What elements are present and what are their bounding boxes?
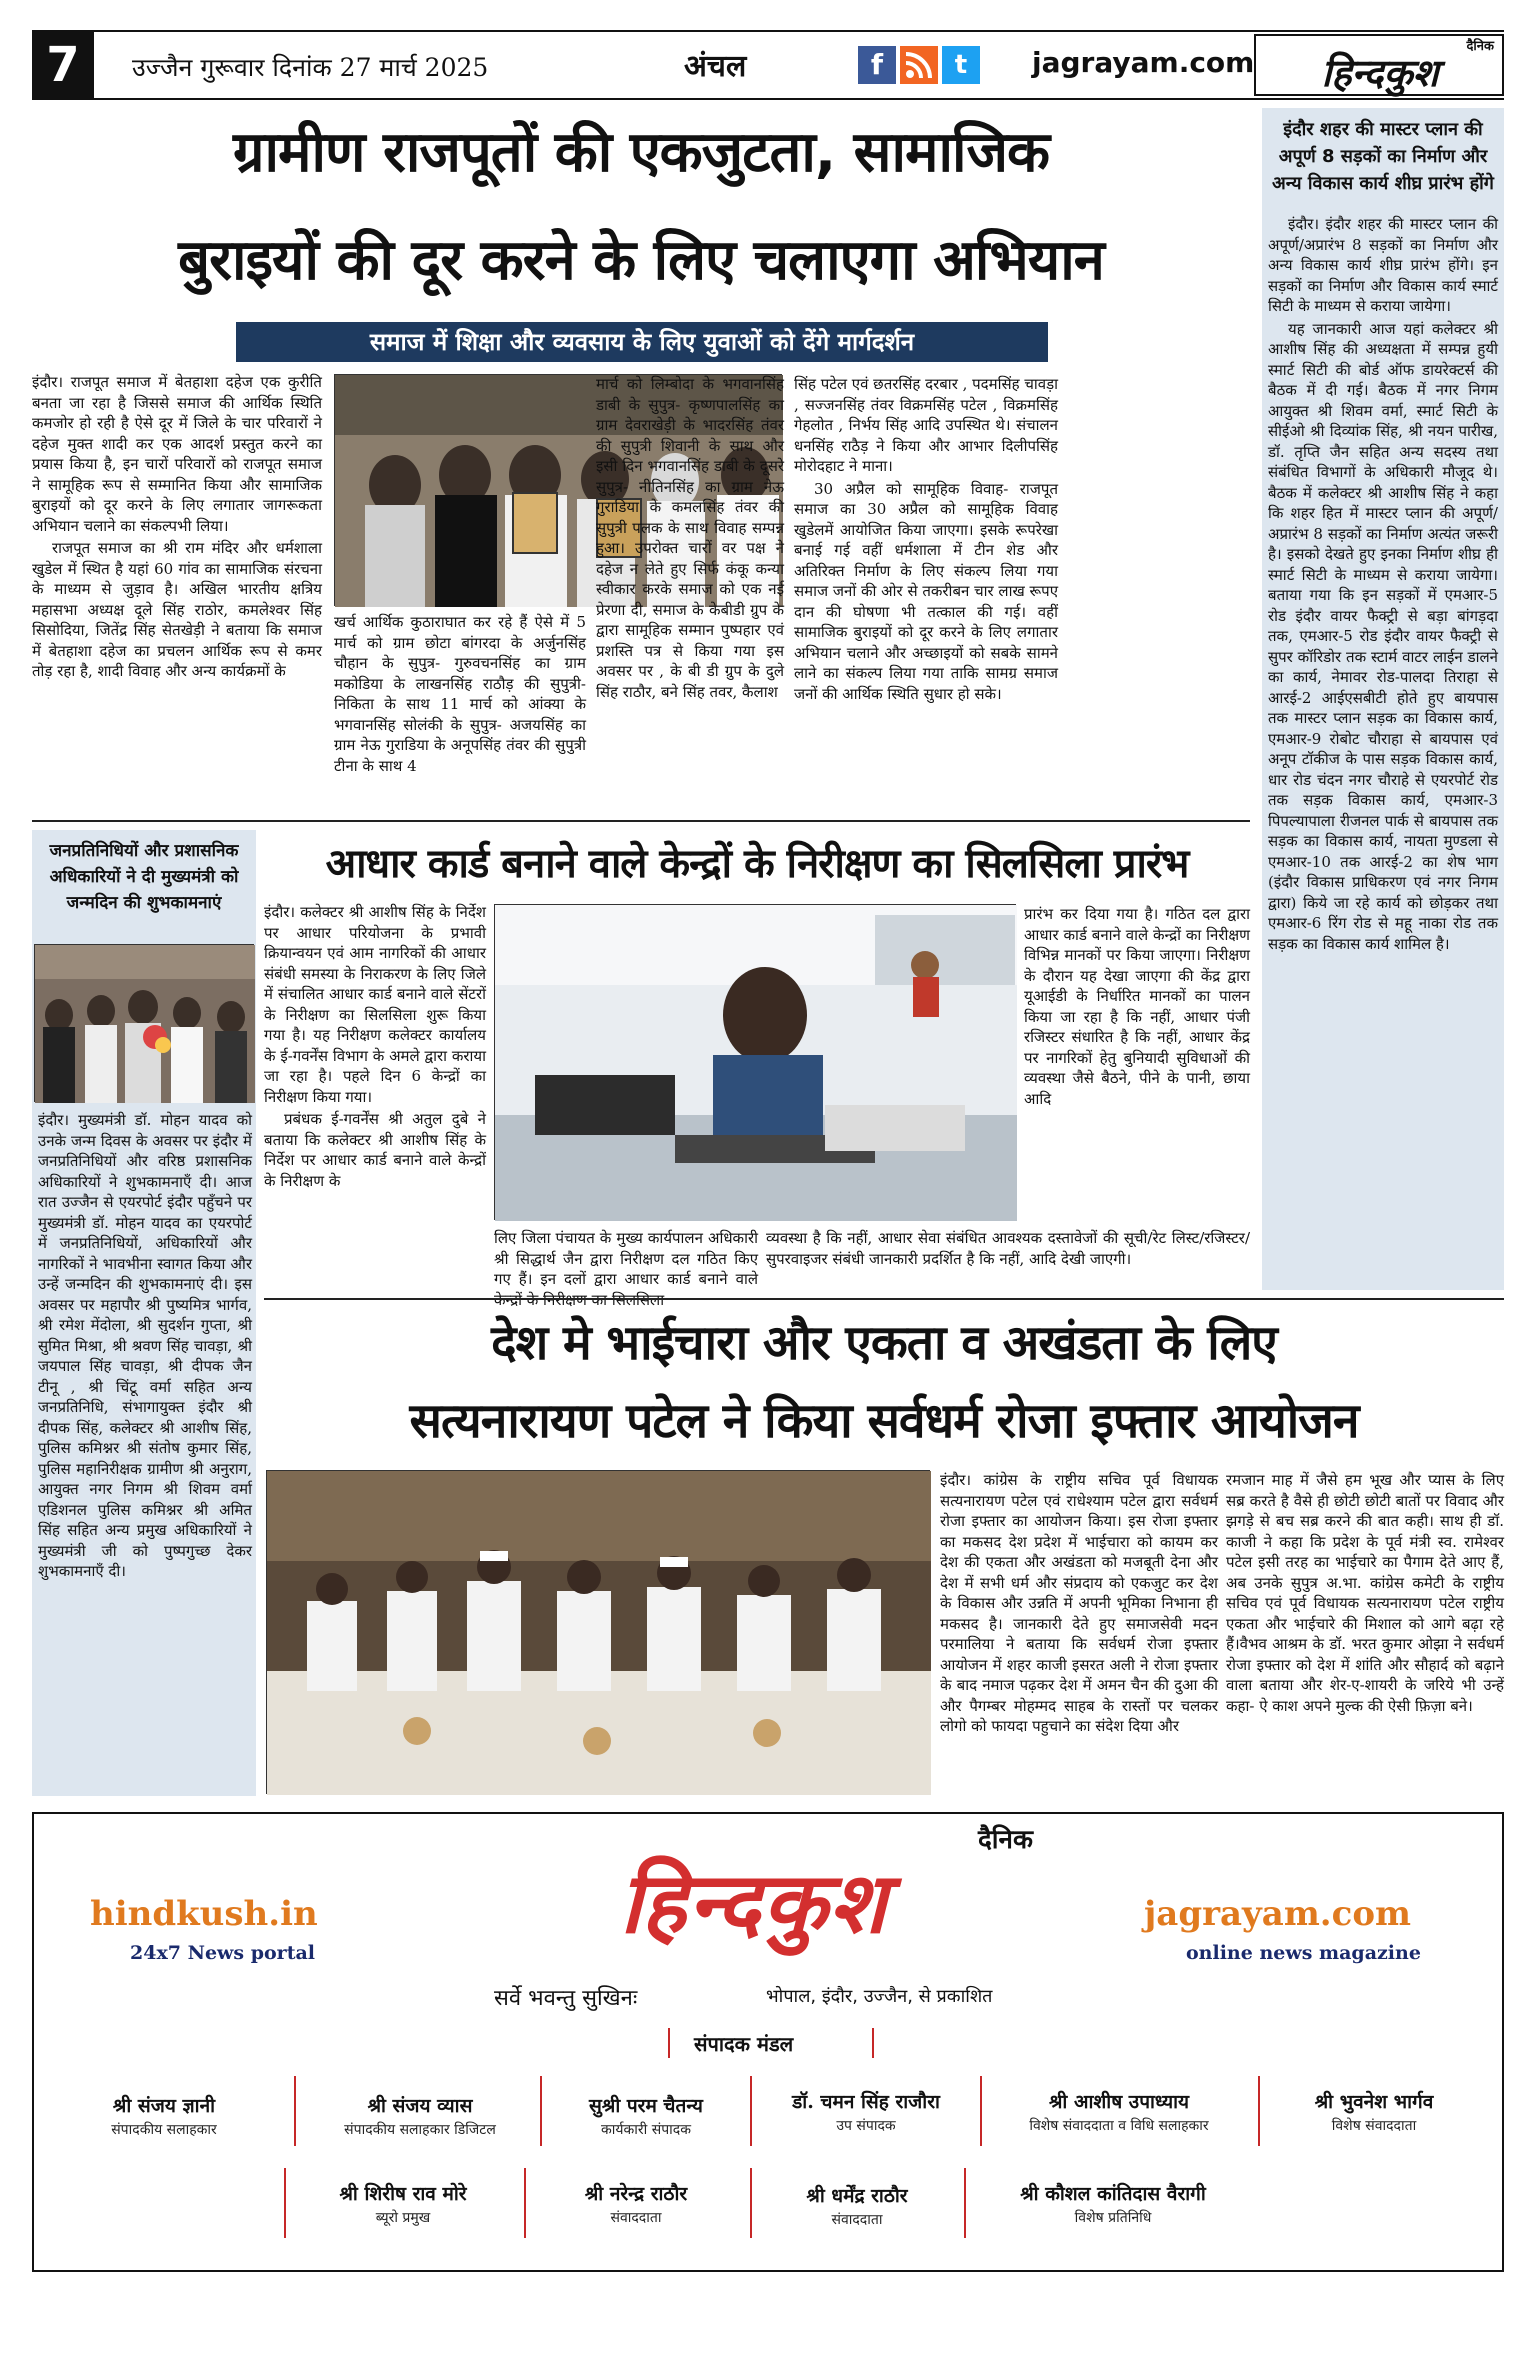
story3-headline-line1: देश मे भाईचारा और एकता व अखंडता के लिए bbox=[491, 1315, 1277, 1371]
editor-name: श्री धर्मेंद्र राठौर bbox=[806, 2185, 908, 2207]
sidebar-body-text2: यह जानकारी आज यहां कलेक्टर श्री आशीष सिंह की अध्यक्षता में सम्पन्न हुयी स्मार्ट सिटी की बोर्ड ऑफ डायरेक्टर्स की बैठक में दी गई। बैठक में नगर निगम आयुक्त श्री शिवम वर्मा, स्मार्ट सिटी के सीईओ श्री दिव्यांक सिंह, श्री नयन पारीख, डॉ. तृप्ति जैन सहित अन्य सदस्य तथा संबंधित विभागों के अधिकारी मौजूद थे। बैठक में कलेक्टर श्री आशीष सिंह ने कहा कि शहर हित में मास्टर प्लान की अपूर्ण/अप्रारंभ 8 सड़कों का निर्माण अत्यंत जरूरी है। इसको देखते हुए इनका निर्माण शीघ्र ही स्मार्ट सिटी के माध्यम से कराया जायेगा। बताया गया कि इन सड़कों में एमआर-5 रोड इंदौर वायर फैक्ट्री से बड़ा बांगड़दा तक, एमआर-5 रोड इंदौर वायर फैक्ट्री से सुपर कॉरिडोर तक स्टार्म वाटर लाईन डालने का कार्य, नेमावर रोड-पालदा तिराहा से आरई-2 आईएसबीटी होते हुए बायपास तक मास्टर प्लान सड़क का विकास कार्य, एमआर-9 रोबोट चौराहा से बायपास एवं अनूप टॉकीज के पास सड़क विकास कार्य, धार रोड चंदन नगर चौराहे से एयरपोर्ट रोड तक सड़क विकास कार्य, एमआर-3 पिपल्यापाला रीजनल पार्क से बायपास तक सड़क का विकास कार्य, नायता मुण्डला से एमआर-10 तक आरई-2 का शेष भाग (इंदौर विकास प्राधिकरण एवं नगर निगम द्वारा) किये जा रहे कार्य को छोड़कर तथा एमआर-6 रिंग रोड से महू नाका रोड तक सड़क का विकास कार्य शामिल है। bbox=[1268, 319, 1498, 953]
editor-card bbox=[546, 2092, 746, 2139]
ad-board-title: संपादक मंडल bbox=[694, 2032, 794, 2056]
story2-col3-text: प्रारंभ कर दिया गया है। गठित दल द्वारा आधार कार्ड बनाने वाले केन्द्रों का निरीक्षण विभिन्न मानकों पर किया जाएगा। निरीक्षण के दौरान यह देखा जाएगा की केंद्र द्वारा यूआईडी के निर्धारित मानकों का पालन किया जा रहा है कि नहीं, आधार पंजी रजिस्टर संधारित है कि नहीं, आधार केंद्र पर नागरिकों हेतु बुनियादी सुविधाओं की व्यवस्था जैसे बैठने, पीने के पानी, छाया आदि bbox=[1024, 905, 1250, 1108]
ad-box bbox=[32, 1812, 1504, 2272]
editor-separator bbox=[524, 2168, 526, 2238]
editor-card bbox=[756, 2088, 976, 2135]
story1-col4-text: सिंह पटेल एवं छतरसिंह दरबार , पदमसिंह चावड़ा , सज्जनसिंह तंवर विक्रमसिंह पटेल , विक्रमसिंह गेहलोत , निर्भय सिंह आदि उपस्थित थे। संचालन धनसिंह राठैड़ ने किया और आभार दिलीपसिंह मोरोदहाट ने माना। bbox=[794, 375, 1059, 475]
section-title: अंचल bbox=[684, 49, 747, 84]
story3-col2 bbox=[1226, 1470, 1504, 1796]
editor-separator bbox=[750, 2168, 752, 2238]
story1-subhead: समाज में शिक्षा और व्यवसाय के लिए युवाओं को देंगे मार्गदर्शन bbox=[236, 322, 1048, 362]
editor-separator bbox=[980, 2076, 982, 2146]
social-icons bbox=[858, 46, 980, 84]
editor-separator bbox=[540, 2076, 542, 2146]
editor-role: विशेष संवाददाता व विधि सलाहकार bbox=[1029, 2118, 1209, 2134]
editor-separator bbox=[964, 2168, 966, 2238]
editor-name: श्री नरेन्द्र राठौर bbox=[584, 2183, 688, 2205]
story1-headline-line1: ग्रामीण राजपूतों की एकजुटता, सामाजिक bbox=[232, 120, 1050, 185]
editor-role: विशेष प्रतिनिधि bbox=[1074, 2210, 1152, 2226]
ad-right-site[interactable]: jagrayam.com bbox=[1144, 1894, 1412, 1934]
masthead bbox=[32, 30, 1504, 100]
birthday-wishes-photo bbox=[35, 945, 255, 1103]
story3-col1-text: इंदौर। कांग्रेस के राष्ट्रीय सचिव पूर्व विधायक सत्यनारायण पटेल एवं राधेश्याम पटेल द्वारा सर्वधर्म रोजा इफ्तार का आयोजन किया। इस रोजा इफ्तार का मकसद देश प्रदेश में भाईचारा को कायम कर देश की एकता और अखंडता को मजबूती देना और देश में सभी धर्म और संप्रदाय को एकजुट कर देश के विकास और उन्नति में अपनी भूमिका निभाना ही मकसद है। जानकारी देते हुए समाजसेवी मदन परमालिया ने बताया कि सर्वधर्म रोजा इफ्तार आयोजन में शहर काजी इसरत अली ने रोजा इफ्तार के बाद नमाज पढ़कर देश में अमन चैन की दुआ की और पैगम्बर मोहम्मद साहब के रास्तों पर चलकर लोगो को फायदा पहुचाने का संदेश दिया और bbox=[940, 1471, 1218, 1735]
story1-col3 bbox=[596, 374, 784, 808]
story1-col4 bbox=[794, 374, 1058, 808]
editor-name: श्री संजय ज्ञानी bbox=[112, 2095, 216, 2117]
site-url[interactable]: jagrayam.com bbox=[1032, 46, 1255, 79]
editor-card bbox=[528, 2180, 744, 2227]
editor-name: श्री संजय व्यास bbox=[367, 2095, 473, 2117]
story1-col3-text: मार्च को लिम्बोदा के भगवानसिंह डाबी के सुपुत्र- कृष्णपालसिंह का ग्राम देवराखेड़ी के भादरसिंह तंवर की सुपुत्री शिवानी के साथ और इसी दिन भगवानसिंह डाबी के दूसरे सुपुत्र- नीतिनसिंह का ग्राम नेऊ गुराडिया के कमलसिंह तंवर की सुपुत्री पलक के साथ विवाह सम्पन्न हुआ। उपरोक्त चारों वर पक्ष ने दहेज न लेते हुए सिर्फ कंकू कन्या स्वीकार करके समाज को एक नई प्रेरणा दी, समाज के केबीडी ग्रुप के द्वारा सामूहिक सम्मान पुष्पहार एवं प्रशस्ति पत्र से किया गया इस अवसर पर , के बी डी ग्रुप के दुले सिंह राठौर, बने सिंह तवर, कैलाश bbox=[596, 375, 784, 701]
ad-left-site[interactable]: hindkush.in bbox=[90, 1894, 318, 1934]
brand-logo bbox=[1254, 34, 1504, 96]
date-line: उज्जैन गुरूवार दिनांक 27 मार्च 2025 bbox=[132, 53, 489, 82]
board-separator-left bbox=[668, 2028, 670, 2058]
editor-name: श्री शिरीष राव मोरे bbox=[339, 2183, 467, 2205]
aadhaar-center-photo bbox=[495, 905, 1017, 1221]
editor-name: श्री कौशल कांतिदास वैरागी bbox=[1020, 2183, 1206, 2205]
editor-card bbox=[54, 2092, 274, 2139]
board-separator-right bbox=[872, 2028, 874, 2058]
sidebar-headline: इंदौर शहर की मास्टर प्लान की अपूर्ण 8 सड़कों का निर्माण और अन्य विकास कार्य शीघ्र प्रारंभ होंगे bbox=[1262, 110, 1504, 203]
story2-col3b-text: व्यवस्था है कि नहीं, आधार सेवा संबंधित आवश्यक दस्तावेजों की सूची/रेट लिस्ट/रजिस्टर/सुपरवाइजर संबंधी जानकारी प्रदर्शित है कि नहीं, आदि देखी जाएगी। bbox=[766, 1229, 1250, 1268]
editor-separator bbox=[294, 2076, 296, 2146]
ad-published: भोपाल, इंदौर, उज्जैन, से प्रकाशित bbox=[766, 1986, 993, 2007]
story2-col1-text: इंदौर। कलेक्टर श्री आशीष सिंह के निर्देश पर आधार परियोजना के प्रभावी क्रियान्वयन एवं आम नागरिकों की आधार संबंधी समस्या के निराकरण के लिए जिले में संचालित आधार कार्ड बनाने वाले सेंटरों के निरीक्षण का सिलसिला शुरू किया गया है। यह निरीक्षण कलेक्टर कार्यालय के ई-गवर्नेंस विभाग के अमले द्वारा कराया जा रहा है। पहले दिन 6 केन्द्रों का निरीक्षण किया गया। bbox=[264, 903, 486, 1106]
editor-role: उप संपादक bbox=[836, 2118, 896, 2134]
ad-brand-small: दैनिक bbox=[978, 1825, 1033, 1855]
left-box-photo bbox=[34, 944, 254, 1102]
editor-role: संवाददाता bbox=[831, 2212, 883, 2228]
story2-col3 bbox=[1024, 904, 1250, 1220]
editor-role: ब्यूरो प्रमुख bbox=[375, 2210, 431, 2226]
story2-col1 bbox=[264, 902, 486, 1288]
editor-name: श्री आशीष उपाध्याय bbox=[1048, 2091, 1190, 2113]
left-box-headline: जनप्रतिनिधियों और प्रशासनिक अधिकारियों ने दी मुख्यमंत्री को जन्मदिन की शुभकामनाएं bbox=[32, 832, 256, 922]
story2-photo bbox=[494, 904, 1016, 1220]
editor-card bbox=[968, 2180, 1258, 2227]
story2-col3b bbox=[766, 1228, 1250, 1288]
editor-role: संपादकीय सलाहकार डिजिटल bbox=[344, 2122, 496, 2138]
sidebar-body bbox=[1268, 214, 1498, 1288]
story1-col2 bbox=[334, 612, 586, 808]
story2-col1-text2: प्रबंधक ई-गवर्नेंस श्री अतुल दुबे ने बताया कि कलेक्टर श्री आशीष सिंह के निर्देश पर आधार कार्ड बनाने वाले केन्द्रों के निरीक्षण के bbox=[264, 1110, 486, 1190]
story1-col4-text2: 30 अप्रैल को सामूहिक विवाह- राजपूत समाज का 30 अप्रैल को सामूहिक विवाह खुडेलमें आयोजित किया जाएगा। इसके रूपरेखा बनाई गई वहीं धर्मशाला में टीन शेड और अतिरिक्त निर्माण के लिए संकल्प लिया गया समाज जनों की ओर से तकरीबन चार लाख रूपए दान की घोषणा भी तत्काल की गई। वहीं सामाजिक बुराइयों को दूर करने के लिए लगातार अभियान चलाने और अच्छाइयों को सबके सामने लाने का संकल्प लिया गया ताकि सामग्र समाज जनों की आर्थिक स्थिति सुधार हो सके। bbox=[794, 479, 1058, 703]
editor-card bbox=[304, 2092, 536, 2139]
brand-name: हिन्दकुश bbox=[1321, 51, 1439, 95]
editor-role: संपादकीय सलाहकार bbox=[111, 2122, 217, 2138]
editor-separator bbox=[750, 2076, 752, 2146]
editor-role: विशेष संवाददाता bbox=[1331, 2118, 1417, 2134]
editor-name: डॉ. चमन सिंह राजौरा bbox=[792, 2091, 940, 2113]
story3-col1 bbox=[940, 1470, 1218, 1796]
ad-right-tag: online news magazine bbox=[1186, 1942, 1421, 1964]
editor-role: कार्यकारी संपादक bbox=[601, 2122, 691, 2138]
story3-photo bbox=[266, 1470, 930, 1794]
editor-card bbox=[984, 2088, 1254, 2135]
editor-card bbox=[288, 2180, 518, 2227]
story1-col1-text2: राजपूत समाज का श्री राम मंदिर और धर्मशाला खुडेल में स्थित है यहां 60 गांव का सामाजिक संरचना के माध्यम से जुड़ाव है। अखिल भारतीय क्षत्रिय महासभा अध्यक्ष दूले सिंह राठोर, कमलेश्वर सिंह सिसोदिया, जितेंद्र सिंह सेतखेड़ी ने बताया कि समाज में बेतहाशा दहेज का प्रचलन आर्थिक रूप से कमर तोड़ रहा है, शादी विवाह और अन्य कार्यक्रमों के bbox=[32, 539, 322, 680]
story3-headline-line2: सत्यनारायण पटेल ने किया सर्वधर्म रोजा इफ्तार आयोजन bbox=[409, 1393, 1359, 1449]
twitter-icon[interactable]: t bbox=[942, 46, 980, 84]
story2-col2-text: लिए जिला पंचायत के मुख्य कार्यपालन अधिकारी श्री सिद्धार्थ जैन द्वारा निरीक्षण दल गठित किए गए हैं। इन दलों द्वारा आधार कार्ड बनाने वाले bbox=[494, 1229, 758, 1288]
story1-bottom-rule bbox=[32, 820, 1250, 822]
left-box-body bbox=[38, 1110, 252, 1794]
iftar-gathering-photo bbox=[267, 1471, 931, 1795]
story2-headline: आधार कार्ड बनाने वाले केन्द्रों के निरीक्षण का सिलसिला प्रारंभ bbox=[325, 841, 1189, 887]
editor-card bbox=[754, 2182, 960, 2229]
editor-separator bbox=[1258, 2076, 1260, 2146]
editor-name: श्री भुवनेश भार्गव bbox=[1314, 2091, 1434, 2113]
editor-card bbox=[1264, 2088, 1484, 2135]
editor-role: संवाददाता bbox=[610, 2210, 662, 2226]
story1-headline-line2: बुराइयों की दूर करने के लिए चलाएगा अभियान bbox=[178, 228, 1104, 293]
story1-col1-text: इंदौर। राजपूत समाज में बेतहाशा दहेज एक कुरीति बनता जा रहा है जिससे समाज की आर्थिक स्थिति कमजोर हो रही है ऐसे दूर में जिले के चार परिवारों ने दहेज मुक्त शादी कर एक आदर्श प्रस्तुत करने का प्रयास किया है, इन चारों परिवारों को राजपूत समाज ने सामूहिक रूप से सम्मानित किया और सामाजिक बुराइयों को दूर करने के लिए लगातार जागरूकता अभियान चलाने का संकल्पभी लिया। bbox=[32, 373, 322, 535]
page-number: 7 bbox=[32, 32, 94, 98]
ad-motto: सर्वे भवन्तु सुखिनः bbox=[494, 1986, 638, 2011]
facebook-icon[interactable]: f bbox=[858, 46, 896, 84]
sidebar-body-text: इंदौर। इंदौर शहर की मास्टर प्लान की अपूर्ण/अप्रारंभ 8 सड़कों का निर्माण और अन्य विकास कार्य शीघ्र प्रारंभ होंगे। इन सड़कों का निर्माण और विकास कार्य स्मार्ट सिटी के माध्यम से कराया जायेगा। bbox=[1268, 215, 1498, 315]
ad-brand-logo: हिन्दकुश bbox=[619, 1854, 889, 1952]
story1-col2-text: खर्च आर्थिक कुठाराघात कर रहे हैं ऐसे में 5 मार्च को ग्राम छोटा बांगरदा के अर्जुनसिंह चौहान के सुपुत्र- गुरुवचनसिंह का ग्राम मकोडिया के लाखनसिंह राठौड़ की सुपुत्री- निकिता के साथ 11 मार्च को आंक्या के भगवानसिंह सोलंकी के सुपुत्र- अजयसिंह का ग्राम नेऊ गुराडिया के अनूपसिंह तंवर की सुपुत्री टीना के साथ 4 bbox=[334, 613, 586, 775]
story1-col1 bbox=[32, 372, 322, 782]
story2-col2 bbox=[494, 1228, 758, 1288]
editor-separator bbox=[284, 2168, 286, 2238]
left-box-body-text: इंदौर। मुख्यमंत्री डॉ. मोहन यादव को उनके जन्म दिवस के अवसर पर इंदौर में जनप्रतिनिधियों और वरिष्ठ प्रशासनिक अधिकारियों ने शुभकामनाएँ दी। आज रात उज्जैन से एयरपोर्ट इंदौर पहुँचने पर मुख्यमंत्री डॉ. मोहन यादव का एयरपोर्ट में जनप्रतिनिधियों, अधिकारियों और नागरिकों ने भावभीना स्वागत किया और उन्हें जन्मदिन की शुभकामनाएं दी। इस अवसर पर महापौर श्री पुष्यमित्र भार्गव, श्री रमेश मेंदोला, श्री सुदर्शन गुप्ता, श्री सुमित मिश्रा, श्री श्रवण सिंह चावड़ा, श्री जयपाल सिंह चावड़ा, श्री दीपक जैन टीनू , श्री चिंटू वर्मा सहित अन्य जनप्रतिनिधि, संभागायुक्त इंदौर श्री दीपक सिंह, कलेक्टर श्री आशीष सिंह, पुलिस कमिश्नर श्री संतोष कुमार सिंह, पुलिस महानिरीक्षक ग्रामीण श्री अनुराग, आयुक्त नगर निगम श्री शिवम वर्मा एडिशनल पुलिस कमिश्नर श्री अमित सिंह सहित अन्य प्रमुख अधिकारियों ने मुख्यमंत्री जी को पुष्पगुच्छ देकर शुभकामनाएँ दी। bbox=[38, 1111, 252, 1580]
editor-name: सुश्री परम चैतन्य bbox=[589, 2095, 703, 2117]
story3-col2-text: रमजान माह में जैसे हम भूख और प्यास के लिए सब्र करते है वैसे ही छोटी छोटी बातों पर विवाद और झगड़े से बच सब्र करने की बात कही। साथ ही डॉ. काजी ने कहा कि प्रदेश के पूर्व मंत्री स्व. रामेश्वर पटेल इसी तरह का भाईचारे का पैगाम देते आए हैं, अब उनके सुपुत्र अ.भा. कांग्रेस कमेटी के राष्ट्रीय सचिव एवं पूर्व विधायक सत्यनारायण पटेल राष्ट्रीय एकता और भाईचारे की मिशाल को आगे बढ़ा रहे हैं।वैभव आश्रम के डॉ. भरत कुमार ओझा ने सर्वधर्म रोजा इफ्तार को देश में शांति और सौहार्द को बढ़ाने वाला बताया और शेर-ए-शायरी के जरिये भी उन्हें कहा- ऐ काश अपने मुल्क की ऐसी फ़िज़ा बने। bbox=[1226, 1471, 1504, 1715]
story2-bottom-rule bbox=[264, 1298, 1504, 1300]
ad-left-tag: 24x7 News portal bbox=[130, 1942, 315, 1964]
rss-icon[interactable] bbox=[900, 46, 938, 84]
brand-small: दैनिक bbox=[1466, 39, 1494, 54]
